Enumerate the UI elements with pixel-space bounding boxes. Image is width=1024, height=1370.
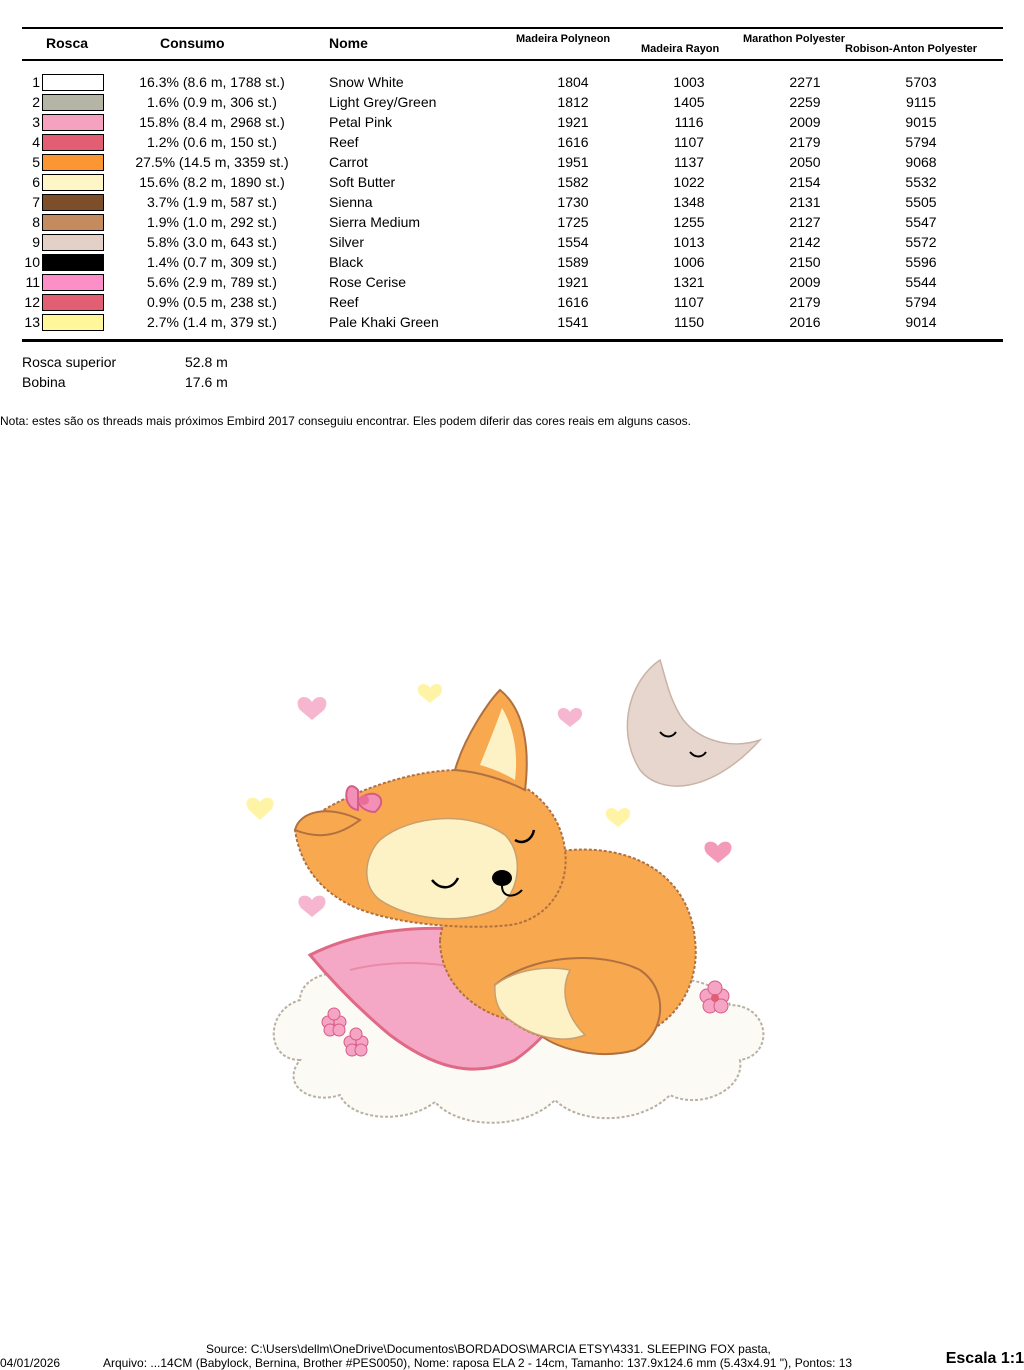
madeira-polyneon-code: 1582 xyxy=(557,174,589,190)
heart-pink-2 xyxy=(558,708,582,727)
table-row xyxy=(0,312,1024,332)
table-row xyxy=(0,132,1024,152)
table-row xyxy=(0,252,1024,272)
disclaimer-note: Nota: estes são os threads mais próximos Embird 2017 conseguiu encontrar. Eles podem diferir das cores reais em alguns casos. xyxy=(0,414,692,428)
madeira-polyneon-code: 1812 xyxy=(557,94,589,110)
madeira-rayon-code: 1003 xyxy=(673,74,705,90)
thread-number: 13 xyxy=(24,314,40,330)
madeira-rayon-code: 1137 xyxy=(673,154,705,170)
table-header-rule xyxy=(22,59,1003,61)
table-row xyxy=(0,72,1024,92)
thread-number: 1 xyxy=(32,74,40,90)
table-row xyxy=(0,92,1024,112)
marathon-polyester-code: 2259 xyxy=(789,94,821,110)
thread-consumption: 1.9% (1.0 m, 292 st.) xyxy=(147,214,277,230)
thread-name: Rose Cerise xyxy=(329,274,407,290)
madeira-rayon-code: 1255 xyxy=(673,214,705,230)
header-madeira-polyneon: Madeira Polyneon xyxy=(516,33,611,45)
madeira-rayon-code: 1405 xyxy=(673,94,705,110)
thread-color-swatch xyxy=(42,174,104,191)
table-row xyxy=(0,152,1024,172)
thread-color-swatch xyxy=(42,74,104,91)
thread-color-swatch xyxy=(42,154,104,171)
header-consumo: Consumo xyxy=(160,35,225,51)
thread-number: 9 xyxy=(32,234,40,250)
madeira-rayon-code: 1107 xyxy=(673,294,705,310)
header-nome: Nome xyxy=(329,35,368,51)
madeira-rayon-code: 1013 xyxy=(673,234,705,250)
thread-name: Silver xyxy=(329,234,365,250)
thread-name: Snow White xyxy=(329,74,404,90)
thread-consumption: 3.7% (1.9 m, 587 st.) xyxy=(147,194,277,210)
madeira-polyneon-code: 1554 xyxy=(557,234,589,250)
thread-number: 11 xyxy=(25,274,40,290)
thread-consumption: 5.8% (3.0 m, 643 st.) xyxy=(147,234,277,250)
madeira-polyneon-code: 1541 xyxy=(557,314,589,330)
robison-anton-code: 5532 xyxy=(905,174,937,190)
robison-anton-code: 9015 xyxy=(905,114,937,130)
thread-number: 6 xyxy=(32,174,40,190)
thread-color-swatch xyxy=(42,314,104,331)
thread-name: Reef xyxy=(329,294,359,310)
robison-anton-code: 5547 xyxy=(905,214,937,230)
table-row xyxy=(0,292,1024,312)
thread-number: 10 xyxy=(24,254,40,270)
robison-anton-code: 5544 xyxy=(905,274,937,290)
madeira-rayon-code: 1116 xyxy=(674,114,704,130)
thread-color-swatch xyxy=(42,214,104,231)
thread-consumption: 1.6% (0.9 m, 306 st.) xyxy=(147,94,277,110)
robison-anton-code: 5572 xyxy=(905,234,937,250)
madeira-polyneon-code: 1616 xyxy=(557,134,589,150)
thread-name: Pale Khaki Green xyxy=(329,314,439,330)
madeira-rayon-code: 1348 xyxy=(673,194,705,210)
marathon-polyester-code: 2009 xyxy=(789,114,821,130)
heart-pink-4 xyxy=(298,896,325,917)
moon-shape xyxy=(627,660,760,786)
marathon-polyester-code: 2179 xyxy=(789,134,821,150)
robison-anton-code: 9115 xyxy=(905,94,937,110)
header-marathon-polyester: Marathon Polyester xyxy=(743,33,846,45)
thread-name: Light Grey/Green xyxy=(329,94,437,110)
thread-number: 7 xyxy=(32,194,40,210)
table-row xyxy=(0,272,1024,292)
footer-date: 04/01/2026 xyxy=(0,1356,61,1370)
robison-anton-code: 5703 xyxy=(905,74,937,90)
marathon-polyester-code: 2016 xyxy=(789,314,821,330)
thread-color-swatch xyxy=(42,294,104,311)
footer-scale: Escala 1:1 xyxy=(945,1350,1024,1367)
thread-consumption: 5.6% (2.9 m, 789 st.) xyxy=(147,274,277,290)
footer-source: Source: C:\Users\dellm\OneDrive\Documentos\BORDADOS\MARCIA ETSY\4331. SLEEPING FOX pasta, xyxy=(206,1342,771,1356)
table-row xyxy=(0,212,1024,232)
madeira-rayon-code: 1022 xyxy=(673,174,705,190)
thread-consumption: 1.4% (0.7 m, 309 st.) xyxy=(147,254,277,270)
madeira-polyneon-code: 1725 xyxy=(557,214,589,230)
madeira-rayon-code: 1107 xyxy=(673,134,705,150)
thread-color-swatch xyxy=(42,114,104,131)
header-rosca: Rosca xyxy=(46,35,89,51)
thread-consumption: 0.9% (0.5 m, 238 st.) xyxy=(147,294,277,310)
marathon-polyester-code: 2271 xyxy=(789,74,821,90)
thread-number: 4 xyxy=(32,134,40,150)
thread-number: 5 xyxy=(32,154,40,170)
marathon-polyester-code: 2131 xyxy=(789,194,821,210)
thread-consumption: 15.6% (8.2 m, 1890 st.) xyxy=(139,174,285,190)
thread-consumption: 16.3% (8.6 m, 1788 st.) xyxy=(139,74,285,90)
thread-name: Black xyxy=(329,254,364,270)
marathon-polyester-code: 2009 xyxy=(789,274,821,290)
total-bobina-label: Bobina xyxy=(22,374,66,390)
madeira-polyneon-code: 1589 xyxy=(557,254,589,270)
robison-anton-code: 5596 xyxy=(905,254,937,270)
total-rosca-value: 52.8 m xyxy=(185,354,228,370)
thread-name: Soft Butter xyxy=(329,174,396,190)
madeira-polyneon-code: 1921 xyxy=(557,274,589,290)
thread-consumption: 15.8% (8.4 m, 2968 st.) xyxy=(139,114,285,130)
heart-yellow-1 xyxy=(418,684,442,703)
total-bobina-value: 17.6 m xyxy=(185,374,228,390)
marathon-polyester-code: 2150 xyxy=(789,254,821,270)
thread-name: Sienna xyxy=(329,194,373,210)
thread-number: 2 xyxy=(32,94,40,110)
madeira-rayon-code: 1006 xyxy=(673,254,705,270)
marathon-polyester-code: 2154 xyxy=(789,174,821,190)
madeira-polyneon-code: 1951 xyxy=(557,154,589,170)
robison-anton-code: 5505 xyxy=(905,194,937,210)
thread-consumption: 1.2% (0.6 m, 150 st.) xyxy=(147,134,277,150)
robison-anton-code: 5794 xyxy=(905,134,937,150)
thread-consumption: 27.5% (14.5 m, 3359 st.) xyxy=(135,154,289,170)
heart-pink-1 xyxy=(298,697,327,720)
marathon-polyester-code: 2142 xyxy=(789,234,821,250)
heart-yellow-3 xyxy=(606,808,630,827)
table-row xyxy=(0,232,1024,252)
marathon-polyester-code: 2127 xyxy=(789,214,821,230)
thread-name: Reef xyxy=(329,134,359,150)
table-row xyxy=(0,112,1024,132)
madeira-polyneon-code: 1616 xyxy=(557,294,589,310)
footer-arquivo: Arquivo: ...14CM (Babylock, Bernina, Brother #PES0050), Nome: raposa ELA 2 - 14cm, Tamanho: 137.9x124.6 mm (5.43x4.91 "), Pontos: 13 xyxy=(103,1356,853,1370)
madeira-rayon-code: 1150 xyxy=(673,314,705,330)
thread-color-swatch xyxy=(42,254,104,271)
madeira-rayon-code: 1321 xyxy=(673,274,705,290)
embroidery-preview xyxy=(240,640,800,1140)
thread-color-swatch xyxy=(42,194,104,211)
fox-face xyxy=(367,819,518,919)
robison-anton-code: 9068 xyxy=(905,154,937,170)
robison-anton-code: 5794 xyxy=(905,294,937,310)
thread-number: 3 xyxy=(32,114,40,130)
thread-consumption: 2.7% (1.4 m, 379 st.) xyxy=(147,314,277,330)
madeira-polyneon-code: 1730 xyxy=(557,194,589,210)
table-row xyxy=(0,192,1024,212)
thread-number: 12 xyxy=(24,294,40,310)
heart-yellow-2 xyxy=(246,798,273,820)
table-row xyxy=(0,172,1024,192)
thread-color-swatch xyxy=(42,94,104,111)
madeira-polyneon-code: 1921 xyxy=(557,114,589,130)
thread-color-swatch xyxy=(42,234,104,251)
header-robison-anton-polyester: Robison-Anton Polyester xyxy=(845,43,978,55)
thread-color-swatch xyxy=(42,274,104,291)
header-madeira-rayon: Madeira Rayon xyxy=(641,43,720,55)
robison-anton-code: 9014 xyxy=(905,314,937,330)
table-bottom-rule xyxy=(22,339,1003,342)
marathon-polyester-code: 2050 xyxy=(789,154,821,170)
heart-pink-3 xyxy=(704,842,731,863)
fox-nose xyxy=(492,870,512,886)
table-top-rule xyxy=(22,27,1003,29)
total-rosca-label: Rosca superior xyxy=(22,354,117,370)
thread-name: Sierra Medium xyxy=(329,214,421,230)
thread-number: 8 xyxy=(32,214,40,230)
madeira-polyneon-code: 1804 xyxy=(557,74,589,90)
marathon-polyester-code: 2179 xyxy=(789,294,821,310)
thread-name: Petal Pink xyxy=(329,114,393,130)
thread-name: Carrot xyxy=(329,154,368,170)
thread-color-swatch xyxy=(42,134,104,151)
